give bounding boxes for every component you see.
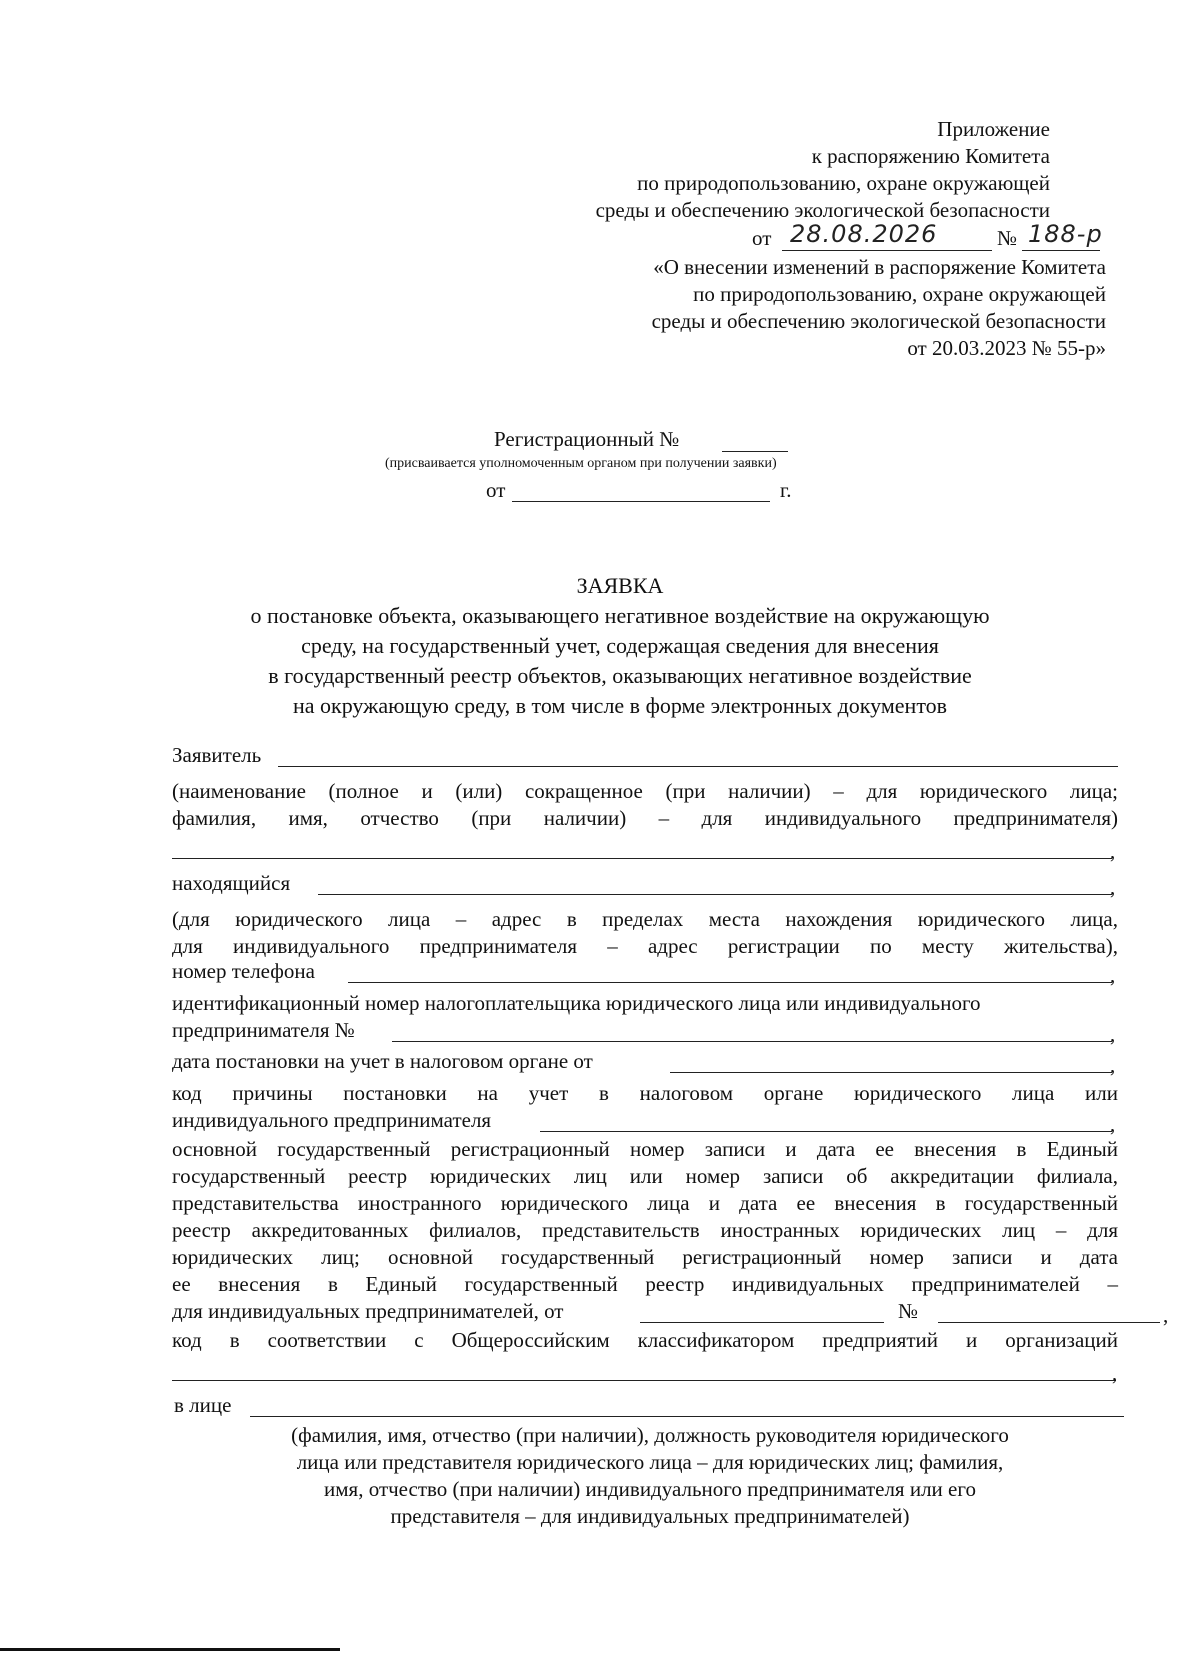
- comma: ,: [1110, 839, 1116, 863]
- registration-number-field[interactable]: [722, 451, 788, 452]
- inn-field[interactable]: [392, 1041, 1112, 1042]
- phone-label: номер телефона: [172, 959, 315, 983]
- date-prefix: от: [752, 226, 772, 250]
- okpo-field[interactable]: [172, 1380, 1116, 1381]
- ogrn-number-sign: №: [898, 1299, 919, 1323]
- handwritten-number: 188-р: [1028, 220, 1103, 248]
- number-prefix: №: [997, 226, 1018, 250]
- person-hint: лица или представителя юридического лица – для юридических лиц; фамилия,: [296, 1450, 1004, 1474]
- address-hint: (для юридического лица – адрес в пределах места нахождения юридического лица,: [172, 907, 1118, 931]
- header-line: к распоряжению Комитета: [811, 144, 1050, 168]
- ogrn-label: основной государственный регистрационный номер записи и дата ее внесения в Единый: [172, 1137, 1118, 1161]
- number-line: [1022, 250, 1100, 251]
- tax-date-field[interactable]: [670, 1072, 1112, 1073]
- comma: ,: [1110, 1022, 1116, 1046]
- date-line: [782, 250, 992, 251]
- applicant-hint: (наименование (полное и (или) сокращенное (при наличии) – для юридического лица;: [172, 779, 1118, 803]
- title-line: среду, на государственный учет, содержащая сведения для внесения: [301, 633, 939, 658]
- header-line: от 20.03.2023 № 55-р»: [907, 336, 1106, 360]
- ogrn-date-field[interactable]: [640, 1322, 884, 1323]
- applicant-field-2[interactable]: [172, 858, 1112, 859]
- header-line: по природопользованию, охране окружающей: [637, 171, 1050, 195]
- ogrn-label: юридических лиц; основной государственный регистрационный номер записи и дата: [172, 1245, 1118, 1269]
- title-line: о постановке объекта, оказывающего негативное воздействие на окружающую: [250, 603, 990, 628]
- kpp-label: код причины постановки на учет в налоговом органе юридического лица или: [172, 1081, 1118, 1105]
- person-hint: представителя – для индивидуальных предпринимателей): [390, 1504, 910, 1528]
- comma: ,: [1110, 875, 1116, 899]
- page-title: ЗАЯВКА: [576, 573, 664, 598]
- kpp-label: индивидуального предпринимателя: [172, 1108, 492, 1132]
- header-line: Приложение: [937, 117, 1050, 141]
- ogrn-number-field[interactable]: [938, 1322, 1160, 1323]
- person-field[interactable]: [250, 1416, 1124, 1417]
- okpo-label: код в соответствии с Общероссийским классификатором предприятий и организаций: [172, 1328, 1118, 1352]
- header-line: по природопользованию, охране окружающей: [693, 282, 1106, 306]
- inn-label: идентификационный номер налогоплательщика юридического лица или индивидуального: [172, 991, 981, 1015]
- comma: ,: [1112, 1361, 1118, 1385]
- ogrn-label: представительства иностранного юридического лица и дата ее внесения в государственный: [172, 1191, 1118, 1215]
- title-line: на окружающую среду, в том числе в форме электронных документов: [292, 693, 948, 718]
- handwritten-date: 28.08.2026: [790, 220, 938, 248]
- applicant-label: Заявитель: [172, 743, 262, 767]
- address-hint: для индивидуального предпринимателя – адрес регистрации по месту жительства),: [172, 934, 1118, 958]
- comma: ,: [1110, 1053, 1116, 1077]
- ogrn-label: для индивидуальных предпринимателей, от: [172, 1299, 564, 1323]
- address-field[interactable]: [318, 894, 1112, 895]
- header-line: среды и обеспечению экологической безопасности: [595, 198, 1050, 222]
- comma: ,: [1110, 963, 1116, 987]
- person-label: в лице: [174, 1393, 232, 1417]
- inn-label: предпринимателя №: [172, 1018, 355, 1042]
- title-line: в государственный реестр объектов, оказывающих негативное воздействие: [268, 663, 972, 688]
- located-label: находящийся: [172, 871, 291, 895]
- comma: ,: [1110, 1112, 1116, 1136]
- registration-date-field[interactable]: [512, 501, 770, 502]
- applicant-field[interactable]: [278, 766, 1118, 767]
- registration-note: (присваивается уполномоченным органом при получении заявки): [385, 456, 777, 471]
- person-hint: (фамилия, имя, отчество (при наличии), должность руководителя юридического: [291, 1423, 1009, 1447]
- person-hint: имя, отчество (при наличии) индивидуального предпринимателя или его: [324, 1477, 976, 1501]
- registration-label: Регистрационный №: [494, 427, 680, 451]
- header-line: «О внесении изменений в распоряжение Комитета: [653, 255, 1106, 279]
- ogrn-label: государственный реестр юридических лиц или номер записи об аккредитации филиала,: [172, 1164, 1118, 1188]
- comma: ,: [1163, 1303, 1169, 1327]
- kpp-field[interactable]: [540, 1131, 1112, 1132]
- scan-edge-line: [0, 1648, 340, 1651]
- registration-year-suffix: г.: [780, 478, 792, 502]
- phone-field[interactable]: [348, 982, 1112, 983]
- applicant-hint: фамилия, имя, отчество (при наличии) – для индивидуального предпринимателя): [172, 806, 1118, 830]
- tax-date-label: дата постановки на учет в налоговом органе от: [172, 1049, 593, 1073]
- header-line: среды и обеспечению экологической безопасности: [651, 309, 1106, 333]
- registration-from: от: [486, 478, 506, 502]
- ogrn-label: ее внесения в Единый государственный реестр индивидуальных предпринимателей –: [172, 1272, 1118, 1296]
- ogrn-label: реестр аккредитованных филиалов, представительств иностранных юридических лиц – для: [172, 1218, 1118, 1242]
